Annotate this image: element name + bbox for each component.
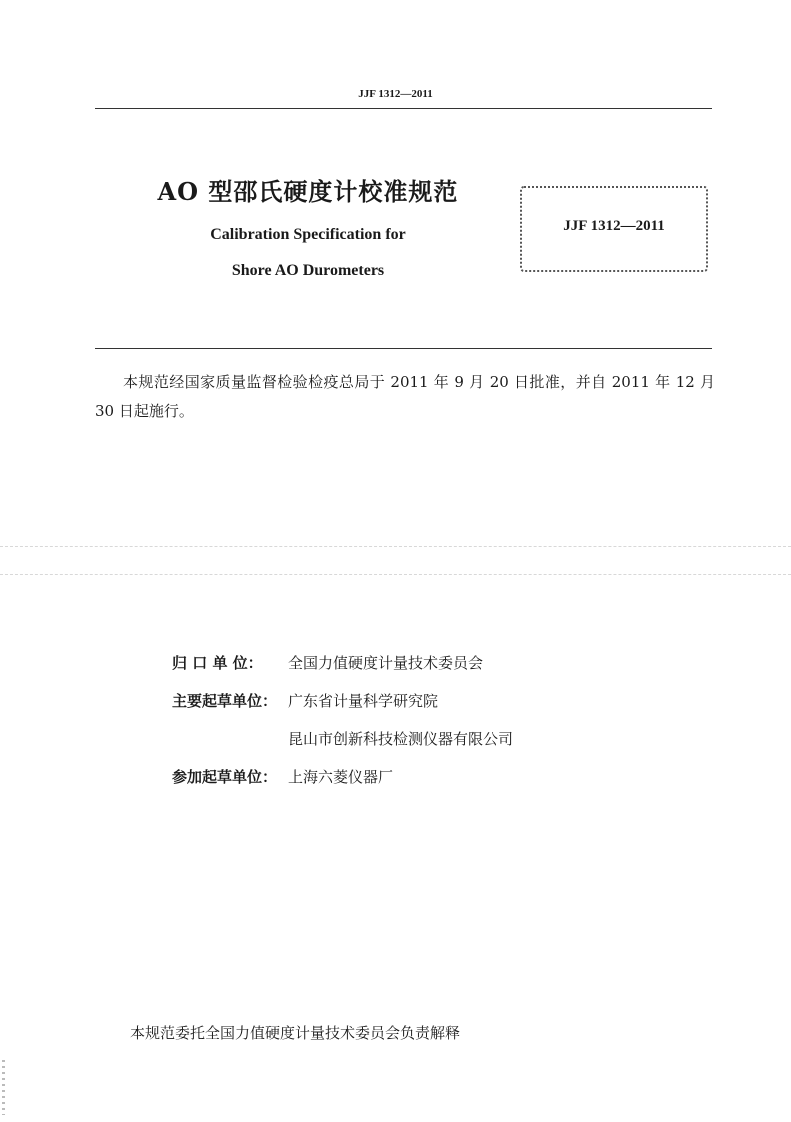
responsible-unit-label: 归 口 单 位： bbox=[172, 654, 263, 672]
participating-unit-label: 参加起草单位： bbox=[172, 768, 278, 786]
document-title-chinese: AO 型邵氏硬度计校准规范 bbox=[157, 177, 459, 206]
approval-statement: 本规范经国家质量监督检验检疫总局于 2011 年 9 月 20 日批准，并自 2011 年 12 月 30 日起施行。 bbox=[95, 373, 715, 420]
participating-unit-value: 上海六菱仪器厂 bbox=[288, 768, 394, 786]
header-divider bbox=[95, 108, 712, 109]
responsible-unit-row bbox=[172, 652, 483, 673]
stamp-code: JJF 1312—2011 bbox=[563, 217, 665, 234]
main-drafting-unit-label: 主要起草单位： bbox=[172, 692, 278, 710]
main-drafting-unit-row bbox=[172, 690, 438, 711]
main-drafting-unit-row-2 bbox=[172, 728, 513, 749]
scan-artifact-line bbox=[0, 546, 791, 547]
spec-code-stamp bbox=[520, 186, 708, 272]
interpretation-note: 本规范委托全国力值硬度计量技术委员会负责解释 bbox=[130, 1024, 461, 1042]
scan-artifact-line bbox=[0, 574, 791, 575]
participating-unit-row bbox=[172, 766, 393, 787]
main-drafting-unit-value-2: 昆山市创新科技检测仪器有限公司 bbox=[288, 730, 514, 748]
main-drafting-unit-value-1: 广东省计量科学研究院 bbox=[288, 692, 439, 710]
scan-edge-artifact bbox=[2, 1060, 5, 1115]
header-spec-code: JJF 1312—2011 bbox=[358, 88, 433, 100]
responsible-unit-value: 全国力值硬度计量技术委员会 bbox=[288, 654, 484, 672]
title-divider bbox=[95, 348, 712, 349]
document-title-english-line1: Calibration Specification for bbox=[210, 226, 406, 243]
document-title-english-line2: Shore AO Durometers bbox=[231, 262, 385, 279]
